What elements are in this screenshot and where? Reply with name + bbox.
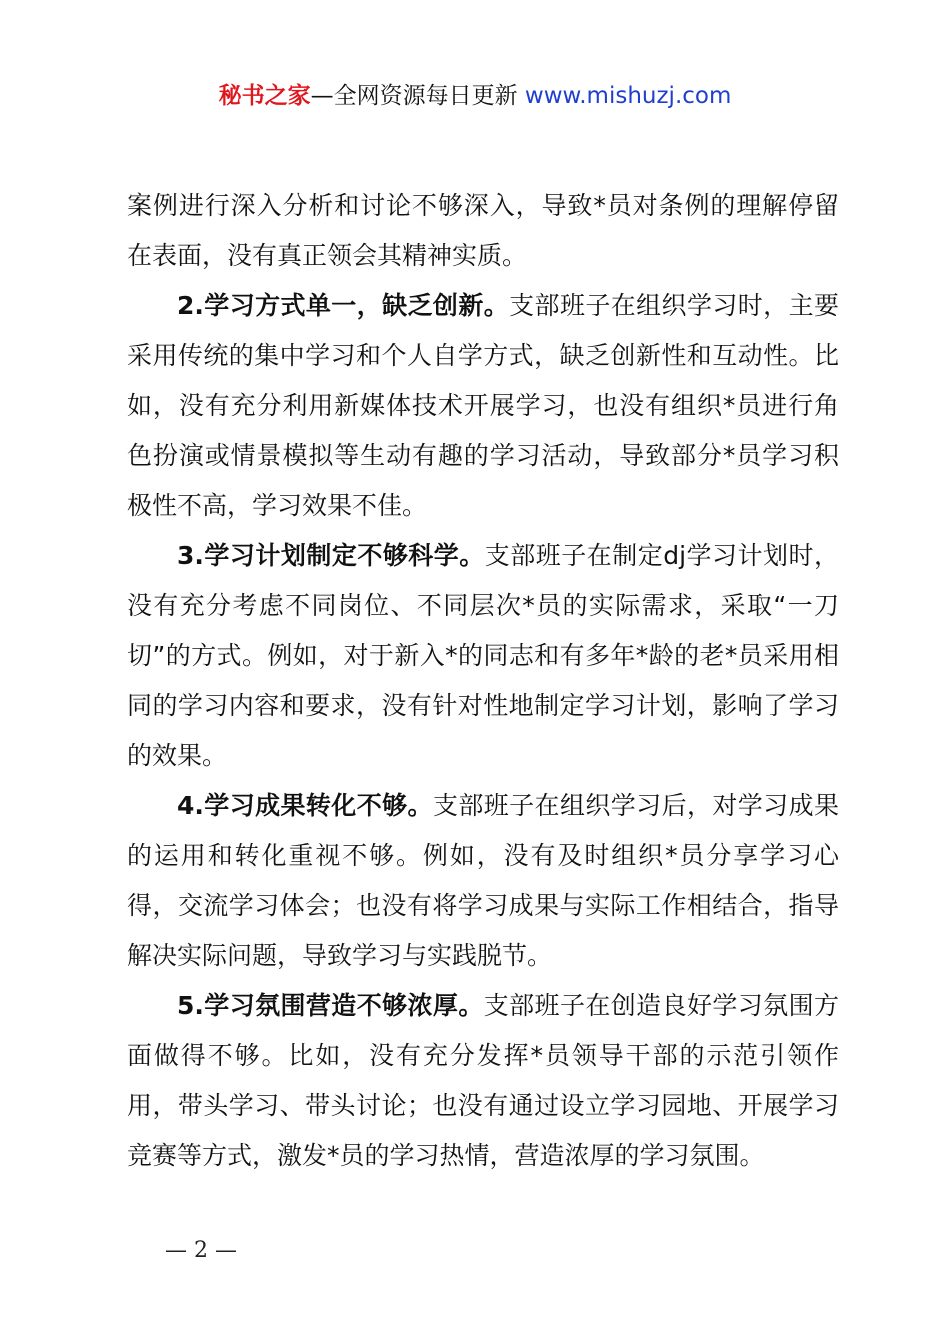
paragraph-continuation: [127, 181, 839, 281]
paragraph-text: 支部班子在组织学习后，对学习成果的运用和转化重视不够。例如，没有及时组织*员分享学习心得，交流学习体会；也没有将学习成果与实际工作相结合，指导解决实际问题，导致学习与实践脱节。: [127, 791, 839, 970]
site-url-link[interactable]: www.mishuzj.com: [524, 83, 732, 109]
site-banner: [0, 80, 950, 112]
paragraph-item-5: [127, 981, 839, 1181]
paragraph-text: 支部班子在组织学习时，主要采用传统的集中学习和个人自学方式，缺乏创新性和互动性。比如，没有充分利用新媒体技术开展学习，也没有组织*员进行角色扮演或情景模拟等生动有趣的学习活动，导致部分*员学习积极性不高，学习效果不佳。: [127, 291, 839, 520]
paragraph-heading: 4.学习成果转化不够。: [177, 791, 433, 820]
paragraph-text: 支部班子在创造良好学习氛围方面做得不够。比如，没有充分发挥*员领导干部的示范引领作用，带头学习、带头讨论；也没有通过设立学习园地、开展学习竞赛等方式，激发*员的学习热情，营造浓厚的学习氛围。: [127, 991, 839, 1170]
paragraph-heading: 3.学习计划制定不够科学。: [177, 541, 485, 570]
banner-tagline: —全网资源每日更新: [310, 83, 525, 109]
paragraph-heading: 2.学习方式单一，缺乏创新。: [177, 291, 510, 320]
document-body: [127, 181, 839, 1181]
paragraph-text: 案例进行深入分析和讨论不够深入，导致*员对条例的理解停留在表面，没有真正领会其精神实质。: [127, 191, 839, 270]
paragraph-item-3: [127, 531, 839, 781]
paragraph-item-2: [127, 281, 839, 531]
paragraph-text: 支部班子在制定dj学习计划时，没有充分考虑不同岗位、不同层次*员的实际需求，采取“一刀切”的方式。例如，对于新入*的同志和有多年*龄的老*员采用相同的学习内容和要求，没有针对性地制定学习计划，影响了学习的效果。: [127, 541, 839, 770]
paragraph-item-4: [127, 781, 839, 981]
paragraph-heading: 5.学习氛围营造不够浓厚。: [177, 991, 484, 1020]
brand-name: 秘书之家: [218, 83, 311, 109]
page-number: — 2 —: [165, 1238, 237, 1263]
